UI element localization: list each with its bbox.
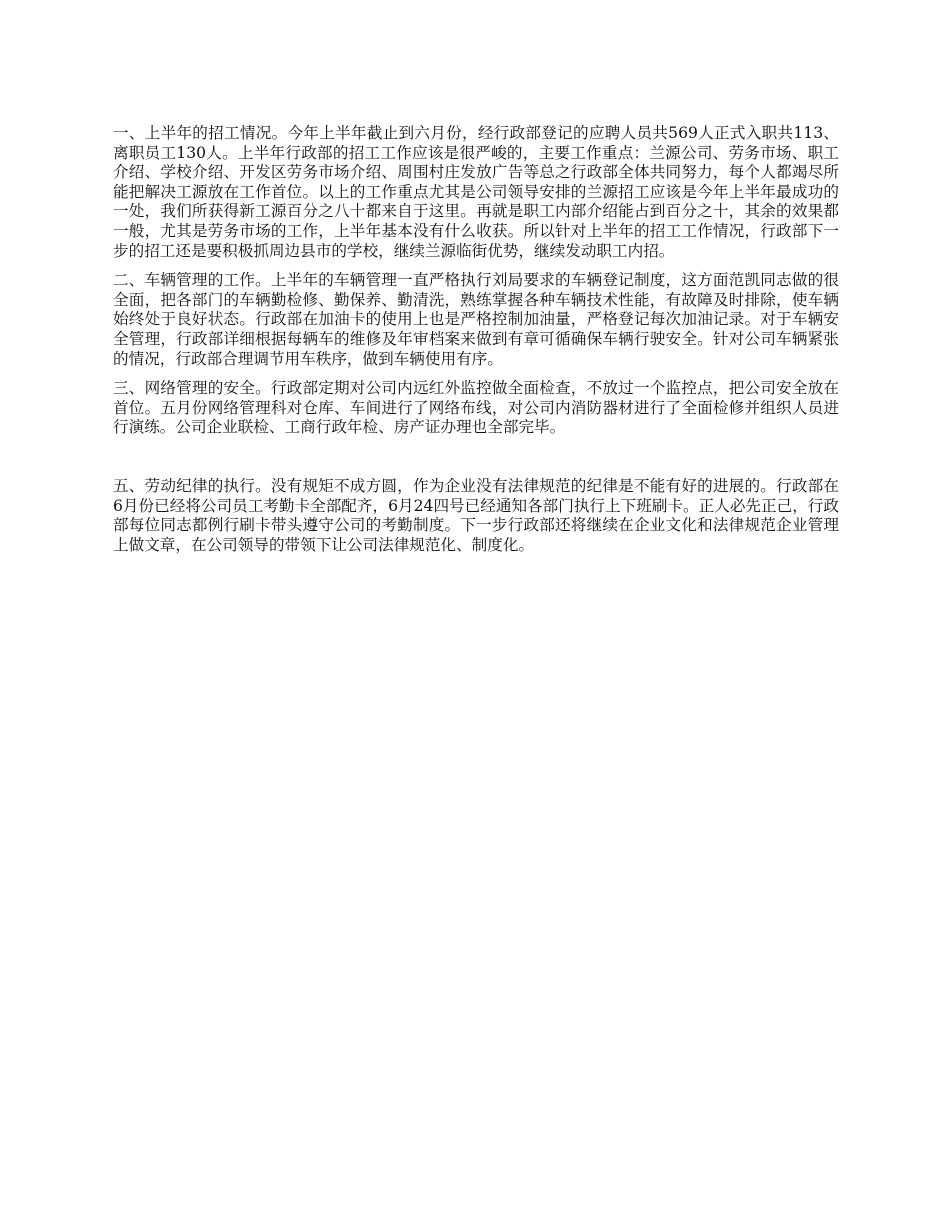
paragraph-network-security: 三、网络管理的安全。行政部定期对公司内远红外监控做全面检查，不放过一个监控点，把公司安全放在首位。五月份网络管理科对仓库、车间进行了网络布线，对公司内消防器材进行了全面检修并组织人员进行演练。公司企业联检、工商行政年检、房产证办理也全部完毕。	[113, 379, 839, 437]
paragraph-vehicle-management: 二、车辆管理的工作。上半年的车辆管理一直严格执行刘局要求的车辆登记制度，这方面范凯同志做的很全面，把各部门的车辆勤检修、勤保养、勤清洗，熟练掌握各种车辆技术性能，有故障及时排除，使车辆始终处于良好状态。行政部在加油卡的使用上也是严格控制加油量，严格登记每次加油记录。对于车辆安全管理，行政部详细根据每辆车的维修及年审档案来做到有章可循确保车辆行驶安全。针对公司车辆紧张的情况，行政部合理调节用车秩序，做到车辆使用有序。	[113, 271, 839, 368]
paragraph-labor-discipline: 五、劳动纪律的执行。没有规矩不成方圆，作为企业没有法律规范的纪律是不能有好的进展的。行政部在6月份已经将公司员工考勤卡全部配齐，6月24四号已经通知各部门执行上下班刷卡。正人必先正己，行政部每位同志都例行刷卡带头遵守公司的考勤制度。下一步行政部还将继续在企业文化和法律规范企业管理上做文章，在公司领导的带领下让公司法律规范化、制度化。	[113, 476, 839, 554]
paragraph-recruitment: 一、上半年的招工情况。今年上半年截止到六月份，经行政部登记的应聘人员共569人正式入职共113、离职员工130人。上半年行政部的招工工作应该是很严峻的，主要工作重点：兰源公司、劳务市场、职工介绍、学校介绍、开发区劳务市场介绍、周围村庄发放广告等总之行政部全体共同努力，每个人都竭尽所能把解决工源放在工作首位。以上的工作重点尤其是公司领导安排的兰源招工应该是今年上半年最成功的一处，我们所获得新工源百分之八十都来自于这里。再就是职工内部介绍能占到百分之十，其余的效果都一般，尤其是劳务市场的工作，上半年基本没有什么收获。所以针对上半年的招工工作情况，行政部下一步的招工还是要积极抓周边县市的学校，继续兰源临街优势，继续发动职工内招。	[113, 124, 839, 260]
document-body	[113, 124, 839, 565]
